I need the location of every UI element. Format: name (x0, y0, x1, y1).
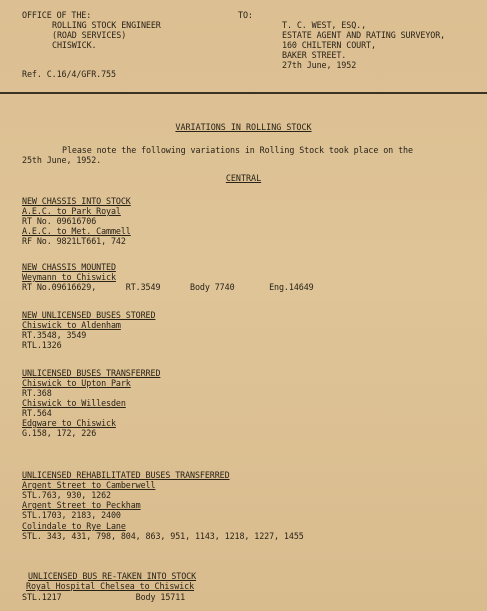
section-heading: CENTRAL (225, 173, 262, 183)
vehicle-list: RT.368 (22, 388, 52, 398)
vehicle-list: RTL.1326 (22, 340, 62, 350)
vehicle-list: STL.763, 930, 1262 (22, 490, 111, 500)
intro-line-1: Please note the following variations in Rolling Stock took place on the (62, 145, 413, 155)
from-location: CHISWICK. (52, 40, 97, 50)
route-line: Argent Street to Peckham (22, 500, 141, 510)
from-label: OFFICE OF THE: (22, 10, 92, 20)
group-heading: NEW CHASSIS MOUNTED (22, 262, 116, 272)
addressee-title: ESTATE AGENT AND RATING SURVEYOR, (282, 30, 446, 40)
route-line: Weymann to Chiswick (22, 272, 116, 282)
vehicle-list: RT.3548, 3549 (22, 330, 87, 340)
vehicle-list: RT.564 (22, 408, 52, 418)
vehicle-list: RT No.09616629, RT.3549 Body 7740 Eng.14649 (22, 282, 314, 292)
route-line: Chiswick to Aldenham (22, 320, 121, 330)
route-line: Chiswick to Upton Park (22, 378, 131, 388)
header-divider (0, 92, 487, 94)
route-line: Royal Hospital Chelsea to Chiswick (26, 581, 195, 591)
vehicle-list: STL.1703, 2183, 2400 (22, 510, 121, 520)
reference-number: Ref. C.16/4/GFR.755 (22, 69, 116, 79)
addressee-city: BAKER STREET. (282, 50, 347, 60)
route-line: Colindale to Rye Lane (22, 521, 126, 531)
vehicle-list: G.158, 172, 226 (22, 428, 97, 438)
vehicle-list: RF No. 9821LT661, 742 (22, 236, 126, 246)
from-division: (ROAD SERVICES) (52, 30, 127, 40)
route-line: A.E.C. to Park Royal (22, 206, 121, 216)
addressee-street: 160 CHILTERN COURT, (282, 40, 376, 50)
to-label: TO: (238, 10, 253, 20)
vehicle-list: STL. 343, 431, 798, 804, 863, 951, 1143, 1218, 1227, 1455 (22, 531, 304, 541)
group-heading: NEW CHASSIS INTO STOCK (22, 196, 131, 206)
group-heading: UNLICENSED BUSES TRANSFERRED (22, 368, 161, 378)
route-line: Argent Street to Camberwell (22, 480, 156, 490)
addressee-name: T. C. WEST, ESQ., (282, 20, 367, 30)
group-heading: NEW UNLICENSED BUSES STORED (22, 310, 156, 320)
route-line: Edgware to Chiswick (22, 418, 116, 428)
route-line: A.E.C. to Met. Cammell (22, 226, 131, 236)
letter-date: 27th June, 1952 (282, 60, 357, 70)
vehicle-list: STL.1217 Body 15711 (22, 592, 186, 602)
intro-line-2: 25th June, 1952. (22, 155, 102, 165)
document-title: VARIATIONS IN ROLLING STOCK (175, 122, 312, 132)
group-heading: UNLICENSED BUS RE-TAKEN INTO STOCK (28, 571, 197, 581)
vehicle-list: RT No. 09616706 (22, 216, 97, 226)
group-heading: UNLICENSED REHABILITATED BUSES TRANSFERRED (22, 470, 230, 480)
route-line: Chiswick to Willesden (22, 398, 126, 408)
from-department: ROLLING STOCK ENGINEER (52, 20, 161, 30)
